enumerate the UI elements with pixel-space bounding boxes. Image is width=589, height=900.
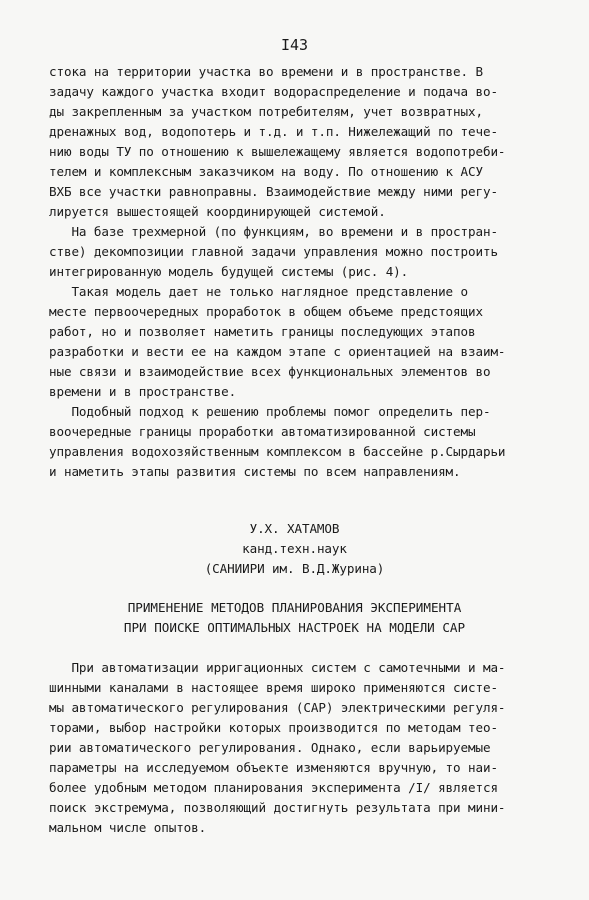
text-line: месте первоочередных проработок в общем объеме предстоящих [49, 304, 483, 319]
title-line: ПРИМЕНЕНИЕ МЕТОДОВ ПЛАНИРОВАНИЯ ЭКСПЕРИМЕНТА [127, 600, 462, 615]
text-line: Такая модель дает не только наглядное представление о [49, 284, 468, 299]
text-line: более удобным методом планирования эксперимента /I/ является [49, 780, 498, 795]
text-line: торами, выбор настройки которых производится по методам тео- [49, 720, 498, 735]
text-line: шинными каналами в настоящее время широко применяются систе- [49, 680, 498, 695]
text-line: При автоматизации ирригационных систем с самотечными и ма- [49, 660, 506, 675]
text-line: мальном числе опытов. [49, 820, 207, 835]
text-line: воочередные границы проработки автоматизированной системы [49, 424, 476, 439]
text-line: стока на территории участка во времени и в пространстве. В [49, 64, 483, 79]
text-line: лируется вышестоящей координирующей системой. [49, 204, 386, 219]
text-line: интегрированную модель будущей системы (рис. 4). [49, 264, 409, 279]
text-line: нию воды ТУ по отношению к вышележащему является водопотреби- [49, 144, 506, 159]
author-affiliation: (САНИИРИ им. В.Д.Журина) [204, 561, 385, 576]
text-line: ВХБ все участки равноправны. Взаимодействие между ними регу- [49, 184, 498, 199]
author-degree: канд.техн.наук [242, 541, 347, 556]
text-line: времени и в пространстве. [49, 384, 237, 399]
page-number: I43 [280, 36, 309, 54]
text-line: работ, но и позволяет наметить границы последующих этапов [49, 324, 476, 339]
text-line: и наметить этапы развития системы по всем направлениям. [49, 464, 461, 479]
text-line: дренажных вод, водопотерь и т.д. и т.п. Нижележащий по тече- [49, 124, 498, 139]
text-line: На базе трехмерной (по функциям, во времени и в простран- [49, 224, 498, 239]
text-line: ные связи и взаимодействие всех функциональных элементов во [49, 364, 491, 379]
author-name: У.Х. ХАТАМОВ [249, 521, 340, 536]
text-line: управления водохозяйственным комплексом в бассейне р.Сырдарьи [49, 444, 506, 459]
text-line: мы автоматического регулирования (САР) электрическими регуля- [49, 700, 506, 715]
text-line: Подобный подход к решению проблемы помог определить пер- [49, 404, 491, 419]
text-line: поиск экстремума, позволяющий достигнуть результата при мини- [49, 800, 506, 815]
text-line: стве) декомпозиции главной задачи управления можно построить [49, 244, 498, 259]
text-line: задачу каждого участка входит водораспределение и подача во- [49, 84, 498, 99]
text-line: ды закрепленным за участком потребителям, учет возвратных, [49, 104, 483, 119]
title-line: ПРИ ПОИСКЕ ОПТИМАЛЬНЫХ НАСТРОЕК НА МОДЕЛИ САР [123, 620, 466, 635]
text-line: параметры на исследуемом объекте изменяются вручную, то наи- [49, 760, 498, 775]
text-line: рии автоматического регулирования. Однако, если варьируемые [49, 740, 491, 755]
text-line: разработки и вести ее на каждом этапе с ориентацией на взаим- [49, 344, 506, 359]
text-line: телем и комплексным заказчиком на воду. По отношению к АСУ [49, 164, 483, 179]
